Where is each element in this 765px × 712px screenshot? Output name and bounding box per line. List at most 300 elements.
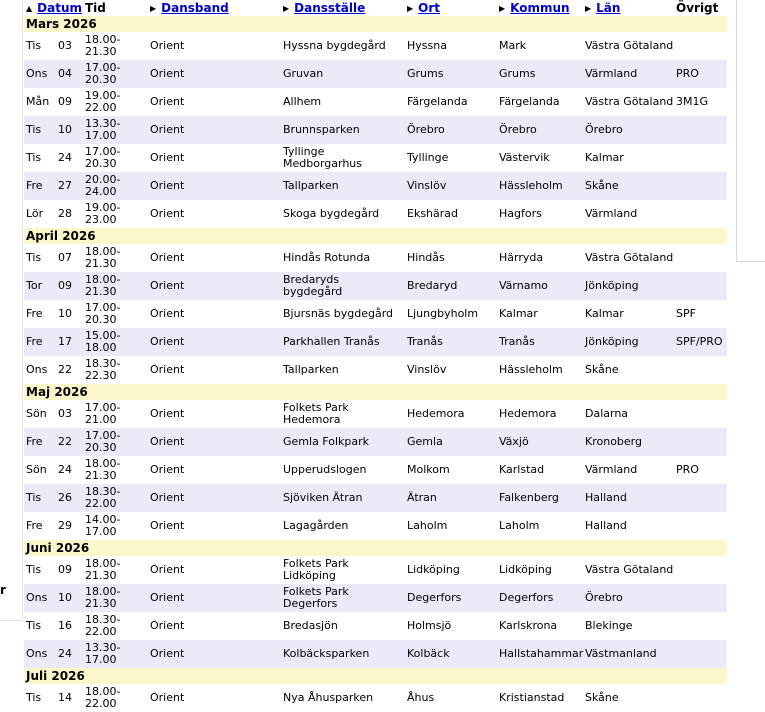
right-panel-border bbox=[736, 0, 737, 262]
cell-datum bbox=[24, 512, 83, 540]
table-row bbox=[24, 484, 727, 512]
cell-kommun: Hässleholm bbox=[497, 356, 583, 384]
table-row bbox=[24, 144, 727, 172]
cell-tid bbox=[83, 640, 148, 668]
cell-ovrigt bbox=[674, 612, 727, 640]
cell-day: Fre bbox=[26, 307, 43, 320]
table-row bbox=[24, 456, 727, 484]
cell-time: 13.30-17.00 bbox=[85, 117, 121, 142]
cell-tid bbox=[83, 612, 148, 640]
cell-day: Tis bbox=[26, 691, 42, 704]
cell-time: 18.00-22.00 bbox=[85, 685, 121, 710]
cell-venue: Kolbäcksparken bbox=[281, 640, 405, 668]
cell-band: Orient bbox=[148, 88, 281, 116]
cell-datum bbox=[24, 612, 83, 640]
cell-day: Tis bbox=[26, 491, 42, 504]
cell-lan: Jönköping bbox=[583, 272, 674, 300]
cell-venue: Tyllinge Medborgarhus bbox=[281, 144, 405, 172]
cell-date: 17 bbox=[58, 335, 72, 348]
cell-time: 18.00-21.30 bbox=[85, 33, 121, 58]
cell-datum bbox=[24, 684, 83, 712]
cell-ort: Ekshärad bbox=[405, 200, 497, 228]
cell-band: Orient bbox=[148, 612, 281, 640]
cell-ovrigt bbox=[674, 144, 727, 172]
cell-time: 17.00-20.30 bbox=[85, 301, 121, 326]
cell-kommun: Växjö bbox=[497, 428, 583, 456]
cell-venue: Upperudslogen bbox=[281, 456, 405, 484]
cell-tid bbox=[83, 200, 148, 228]
cell-date: 07 bbox=[58, 251, 72, 264]
cell-datum bbox=[24, 428, 83, 456]
cell-lan: Kronoberg bbox=[583, 428, 674, 456]
cell-lan: Jönköping bbox=[583, 328, 674, 356]
sort-right-icon: ▶ bbox=[150, 4, 157, 13]
cell-ort: Vinslöv bbox=[405, 172, 497, 200]
sort-right-icon: ▶ bbox=[283, 4, 290, 13]
cell-venue: Bredaryds bygdegård bbox=[281, 272, 405, 300]
cell-time: 18.00-21.30 bbox=[85, 457, 121, 482]
cell-date: 29 bbox=[58, 519, 72, 532]
cell-date: 26 bbox=[58, 491, 72, 504]
cell-ort: Degerfors bbox=[405, 584, 497, 612]
cell-lan: Västra Götaland bbox=[583, 556, 674, 584]
table-row bbox=[24, 32, 727, 60]
cell-tid bbox=[83, 684, 148, 712]
cell-ort: Gemla bbox=[405, 428, 497, 456]
cell-venue: Sjöviken Ätran bbox=[281, 484, 405, 512]
header-ort[interactable] bbox=[405, 0, 497, 16]
cell-time: 13.30-17.00 bbox=[85, 641, 121, 666]
cell-ovrigt bbox=[674, 556, 727, 584]
cell-kommun: Mark bbox=[497, 32, 583, 60]
cell-ort: Hyssna bbox=[405, 32, 497, 60]
cell-ovrigt bbox=[674, 244, 727, 272]
cell-band: Orient bbox=[148, 640, 281, 668]
cell-ovrigt bbox=[674, 32, 727, 60]
cell-band: Orient bbox=[148, 584, 281, 612]
cell-ort: Hindås bbox=[405, 244, 497, 272]
month-label: Maj 2026 bbox=[24, 384, 727, 400]
sort-link-lan[interactable]: Län bbox=[596, 1, 621, 15]
cell-date: 09 bbox=[58, 563, 72, 576]
cell-kommun: Kristianstad bbox=[497, 684, 583, 712]
cell-datum bbox=[24, 640, 83, 668]
cell-kommun: Falkenberg bbox=[497, 484, 583, 512]
table-row bbox=[24, 300, 727, 328]
cell-venue: Folkets Park Hedemora bbox=[281, 400, 405, 428]
cell-tid bbox=[83, 356, 148, 384]
cell-time: 18.30-22.00 bbox=[85, 485, 121, 510]
cell-lan: Dalarna bbox=[583, 400, 674, 428]
table-row bbox=[24, 356, 727, 384]
cell-kommun: Kalmar bbox=[497, 300, 583, 328]
month-header-row bbox=[24, 540, 727, 556]
header-dansstalle[interactable] bbox=[281, 0, 405, 16]
cell-kommun: Lidköping bbox=[497, 556, 583, 584]
cell-date: 09 bbox=[58, 95, 72, 108]
cell-kommun: Örebro bbox=[497, 116, 583, 144]
cell-lan: Kalmar bbox=[583, 300, 674, 328]
cell-lan: Kalmar bbox=[583, 144, 674, 172]
cell-lan: Västra Götaland bbox=[583, 244, 674, 272]
cell-kommun: Tranås bbox=[497, 328, 583, 356]
cell-kommun: Västervik bbox=[497, 144, 583, 172]
header-kommun[interactable] bbox=[497, 0, 583, 16]
cell-datum bbox=[24, 356, 83, 384]
cell-datum bbox=[24, 456, 83, 484]
cell-band: Orient bbox=[148, 200, 281, 228]
cell-time: 15.00-18.00 bbox=[85, 329, 121, 354]
cell-ovrigt bbox=[674, 640, 727, 668]
cell-ovrigt: PRO bbox=[674, 60, 727, 88]
cell-venue: Parkhallen Tranås bbox=[281, 328, 405, 356]
cell-ort: Tranås bbox=[405, 328, 497, 356]
cell-day: Sön bbox=[26, 463, 47, 476]
cell-date: 28 bbox=[58, 207, 72, 220]
cell-band: Orient bbox=[148, 272, 281, 300]
month-label: Juli 2026 bbox=[24, 668, 727, 684]
cell-band: Orient bbox=[148, 144, 281, 172]
cell-day: Mån bbox=[26, 95, 50, 108]
cell-day: Fre bbox=[26, 335, 43, 348]
cell-time: 18.00-21.30 bbox=[85, 557, 121, 582]
cell-ort: Holmsjö bbox=[405, 612, 497, 640]
table-row bbox=[24, 428, 727, 456]
cell-kommun: Härryda bbox=[497, 244, 583, 272]
cell-venue: Hyssna bygdegård bbox=[281, 32, 405, 60]
cell-lan: Västmanland bbox=[583, 640, 674, 668]
cell-day: Fre bbox=[26, 435, 43, 448]
schedule-body bbox=[24, 16, 727, 712]
cell-ort: Ljungbyholm bbox=[405, 300, 497, 328]
table-row bbox=[24, 640, 727, 668]
cell-day: Tis bbox=[26, 563, 42, 576]
sort-right-icon: ▶ bbox=[499, 4, 506, 13]
cell-time: 17.00-20.30 bbox=[85, 61, 121, 86]
cell-day: Tis bbox=[26, 151, 42, 164]
cell-ort: Bredaryd bbox=[405, 272, 497, 300]
header-tid: Tid bbox=[85, 1, 106, 15]
cell-ovrigt: SPF/PRO bbox=[674, 328, 727, 356]
cell-day: Tis bbox=[26, 123, 42, 136]
cell-date: 27 bbox=[58, 179, 72, 192]
table-row bbox=[24, 60, 727, 88]
cell-lan: Halland bbox=[583, 484, 674, 512]
cell-time: 18.30-22.00 bbox=[85, 613, 121, 638]
cell-ort: Tyllinge bbox=[405, 144, 497, 172]
cell-day: Fre bbox=[26, 519, 43, 532]
cell-kommun: Hässleholm bbox=[497, 172, 583, 200]
cell-datum bbox=[24, 272, 83, 300]
cell-ovrigt bbox=[674, 172, 727, 200]
cell-kommun: Värnamo bbox=[497, 272, 583, 300]
header-ovrigt: Övrigt bbox=[676, 1, 719, 15]
cell-venue: Nya Åhusparken bbox=[281, 684, 405, 712]
cell-tid bbox=[83, 328, 148, 356]
cell-date: 09 bbox=[58, 279, 72, 292]
cell-ort: Hedemora bbox=[405, 400, 497, 428]
cell-tid bbox=[83, 456, 148, 484]
cell-date: 10 bbox=[58, 591, 72, 604]
month-label: Juni 2026 bbox=[24, 540, 727, 556]
table-row bbox=[24, 584, 727, 612]
cell-lan: Blekinge bbox=[583, 612, 674, 640]
cell-day: Fre bbox=[26, 179, 43, 192]
sort-link-kommun[interactable]: Kommun bbox=[510, 1, 570, 15]
cell-venue: Bjursnäs bygdegård bbox=[281, 300, 405, 328]
cell-date: 03 bbox=[58, 407, 72, 420]
cell-tid bbox=[83, 144, 148, 172]
table-row bbox=[24, 328, 727, 356]
cell-ovrigt bbox=[674, 200, 727, 228]
month-header-row bbox=[24, 668, 727, 684]
cell-ovrigt bbox=[674, 400, 727, 428]
table-row bbox=[24, 116, 727, 144]
cell-day: Ons bbox=[26, 647, 48, 660]
cell-day: Ons bbox=[26, 591, 48, 604]
cell-ort: Grums bbox=[405, 60, 497, 88]
cell-tid bbox=[83, 116, 148, 144]
table-row bbox=[24, 172, 727, 200]
cell-ort: Ätran bbox=[405, 484, 497, 512]
cell-venue: Skoga bygdegård bbox=[281, 200, 405, 228]
cell-time: 18.00-21.30 bbox=[85, 273, 121, 298]
cell-date: 03 bbox=[58, 39, 72, 52]
cell-lan: Halland bbox=[583, 512, 674, 540]
cell-ort: Vinslöv bbox=[405, 356, 497, 384]
cell-lan: Skåne bbox=[583, 356, 674, 384]
sort-link-dansband[interactable]: Dansband bbox=[161, 1, 229, 15]
cell-datum bbox=[24, 144, 83, 172]
cell-ort: Laholm bbox=[405, 512, 497, 540]
cell-day: Ons bbox=[26, 67, 48, 80]
cell-kommun: Karlskrona bbox=[497, 612, 583, 640]
cell-datum bbox=[24, 400, 83, 428]
cell-kommun: Hagfors bbox=[497, 200, 583, 228]
cell-date: 10 bbox=[58, 307, 72, 320]
cell-band: Orient bbox=[148, 484, 281, 512]
cell-day: Sön bbox=[26, 407, 47, 420]
table-row bbox=[24, 400, 727, 428]
cell-venue: Tallparken bbox=[281, 172, 405, 200]
cell-ovrigt bbox=[674, 484, 727, 512]
cell-date: 24 bbox=[58, 647, 72, 660]
cell-ovrigt: SPF bbox=[674, 300, 727, 328]
sort-right-icon: ▶ bbox=[407, 4, 414, 13]
cell-lan: Västra Götaland bbox=[583, 32, 674, 60]
cell-band: Orient bbox=[148, 556, 281, 584]
cell-datum bbox=[24, 584, 83, 612]
table-row bbox=[24, 556, 727, 584]
cell-lan: Skåne bbox=[583, 172, 674, 200]
dance-schedule-table bbox=[24, 0, 727, 712]
cell-lan: Värmland bbox=[583, 60, 674, 88]
cell-ort: Örebro bbox=[405, 116, 497, 144]
cell-time: 18.30-22.30 bbox=[85, 357, 121, 382]
cell-datum bbox=[24, 484, 83, 512]
table-row bbox=[24, 244, 727, 272]
cell-venue: Gruvan bbox=[281, 60, 405, 88]
header-dansband[interactable] bbox=[148, 0, 281, 16]
cell-kommun: Degerfors bbox=[497, 584, 583, 612]
cell-kommun: Laholm bbox=[497, 512, 583, 540]
cell-lan: Värmland bbox=[583, 200, 674, 228]
cell-lan: Örebro bbox=[583, 584, 674, 612]
table-row bbox=[24, 612, 727, 640]
cell-ovrigt bbox=[674, 356, 727, 384]
cell-tid bbox=[83, 512, 148, 540]
cell-kommun: Färgelanda bbox=[497, 88, 583, 116]
right-panel-border-bottom bbox=[736, 261, 765, 262]
cell-band: Orient bbox=[148, 356, 281, 384]
cell-date: 24 bbox=[58, 463, 72, 476]
cell-datum bbox=[24, 328, 83, 356]
cell-day: Tis bbox=[26, 39, 42, 52]
cell-ovrigt bbox=[674, 512, 727, 540]
cell-ovrigt bbox=[674, 272, 727, 300]
cell-venue: Bredasjön bbox=[281, 612, 405, 640]
cell-kommun: Hedemora bbox=[497, 400, 583, 428]
cell-time: 17.00-20.30 bbox=[85, 145, 121, 170]
cell-band: Orient bbox=[148, 512, 281, 540]
sort-link-dansstalle[interactable]: Dansställe bbox=[294, 1, 366, 15]
cell-ovrigt: PRO bbox=[674, 456, 727, 484]
cell-datum bbox=[24, 200, 83, 228]
header-datum[interactable] bbox=[24, 0, 83, 16]
cell-band: Orient bbox=[148, 172, 281, 200]
cell-ovrigt bbox=[674, 116, 727, 144]
cell-band: Orient bbox=[148, 244, 281, 272]
cell-venue: Gemla Folkpark bbox=[281, 428, 405, 456]
cell-date: 04 bbox=[58, 67, 72, 80]
cell-datum bbox=[24, 556, 83, 584]
cell-time: 20.00-24.00 bbox=[85, 173, 121, 198]
cell-ort: Åhus bbox=[405, 684, 497, 712]
left-panel-border-bottom bbox=[0, 620, 22, 621]
table-row bbox=[24, 200, 727, 228]
cell-ovrigt bbox=[674, 584, 727, 612]
left-panel-border bbox=[22, 0, 23, 620]
sort-link-ort[interactable]: Ort bbox=[418, 1, 441, 15]
cell-venue: Brunnsparken bbox=[281, 116, 405, 144]
cell-ovrigt: 3M1G bbox=[674, 88, 727, 116]
header-lan[interactable] bbox=[583, 0, 674, 16]
cell-tid bbox=[83, 172, 148, 200]
cell-day: Tor bbox=[26, 279, 43, 292]
cell-time: 17.00-20.30 bbox=[85, 429, 121, 454]
cell-ort: Kolbäck bbox=[405, 640, 497, 668]
cell-kommun: Grums bbox=[497, 60, 583, 88]
cell-date: 22 bbox=[58, 435, 72, 448]
cell-tid bbox=[83, 556, 148, 584]
cell-tid bbox=[83, 32, 148, 60]
cell-kommun: Karlstad bbox=[497, 456, 583, 484]
month-header-row bbox=[24, 228, 727, 244]
cell-lan: Skåne bbox=[583, 684, 674, 712]
cell-datum bbox=[24, 172, 83, 200]
cell-tid bbox=[83, 428, 148, 456]
cell-date: 24 bbox=[58, 151, 72, 164]
cell-venue: Folkets Park Lidköping bbox=[281, 556, 405, 584]
cell-tid bbox=[83, 584, 148, 612]
table-row bbox=[24, 272, 727, 300]
cell-kommun: Hallstahammar bbox=[497, 640, 583, 668]
cell-lan: Örebro bbox=[583, 116, 674, 144]
month-label: Mars 2026 bbox=[24, 16, 727, 32]
cell-tid bbox=[83, 400, 148, 428]
table-row bbox=[24, 88, 727, 116]
cell-ort: Lidköping bbox=[405, 556, 497, 584]
cell-tid bbox=[83, 300, 148, 328]
cell-venue: Allhem bbox=[281, 88, 405, 116]
cell-date: 16 bbox=[58, 619, 72, 632]
table-row bbox=[24, 684, 727, 712]
table-row bbox=[24, 512, 727, 540]
cell-day: Ons bbox=[26, 363, 48, 376]
cell-time: 18.00-21.30 bbox=[85, 585, 121, 610]
clipped-sidebar-text: r bbox=[0, 583, 6, 597]
cell-band: Orient bbox=[148, 400, 281, 428]
cell-ort: Molkom bbox=[405, 456, 497, 484]
cell-band: Orient bbox=[148, 456, 281, 484]
cell-time: 19.00-22.00 bbox=[85, 89, 121, 114]
cell-day: Tis bbox=[26, 619, 42, 632]
cell-tid bbox=[83, 88, 148, 116]
cell-band: Orient bbox=[148, 60, 281, 88]
cell-band: Orient bbox=[148, 32, 281, 60]
cell-datum bbox=[24, 244, 83, 272]
cell-date: 22 bbox=[58, 363, 72, 376]
cell-band: Orient bbox=[148, 300, 281, 328]
cell-time: 18.00-21.30 bbox=[85, 245, 121, 270]
cell-venue: Tallparken bbox=[281, 356, 405, 384]
cell-ovrigt bbox=[674, 428, 727, 456]
cell-tid bbox=[83, 484, 148, 512]
cell-venue: Folkets Park Degerfors bbox=[281, 584, 405, 612]
sort-right-icon: ▶ bbox=[585, 4, 592, 13]
month-header-row bbox=[24, 384, 727, 400]
cell-ovrigt bbox=[674, 684, 727, 712]
cell-date: 14 bbox=[58, 691, 72, 704]
table-header-row bbox=[24, 0, 727, 16]
cell-datum bbox=[24, 300, 83, 328]
cell-band: Orient bbox=[148, 684, 281, 712]
cell-datum bbox=[24, 60, 83, 88]
month-label: April 2026 bbox=[24, 228, 727, 244]
cell-time: 17.00-21.00 bbox=[85, 401, 121, 426]
sort-up-icon: ▲ bbox=[26, 4, 33, 13]
cell-tid bbox=[83, 272, 148, 300]
cell-tid bbox=[83, 60, 148, 88]
cell-time: 19.00-23.00 bbox=[85, 201, 121, 226]
cell-datum bbox=[24, 32, 83, 60]
cell-band: Orient bbox=[148, 116, 281, 144]
cell-band: Orient bbox=[148, 428, 281, 456]
cell-time: 14.00-17.00 bbox=[85, 513, 121, 538]
cell-venue: Lagagården bbox=[281, 512, 405, 540]
cell-day: Lör bbox=[26, 207, 44, 220]
cell-lan: Värmland bbox=[583, 456, 674, 484]
cell-band: Orient bbox=[148, 328, 281, 356]
cell-venue: Hindås Rotunda bbox=[281, 244, 405, 272]
month-header-row bbox=[24, 16, 727, 32]
cell-datum bbox=[24, 88, 83, 116]
cell-ort: Färgelanda bbox=[405, 88, 497, 116]
cell-lan: Västra Götaland bbox=[583, 88, 674, 116]
cell-date: 10 bbox=[58, 123, 72, 136]
sort-link-datum[interactable]: Datum bbox=[37, 1, 82, 15]
cell-day: Tis bbox=[26, 251, 42, 264]
